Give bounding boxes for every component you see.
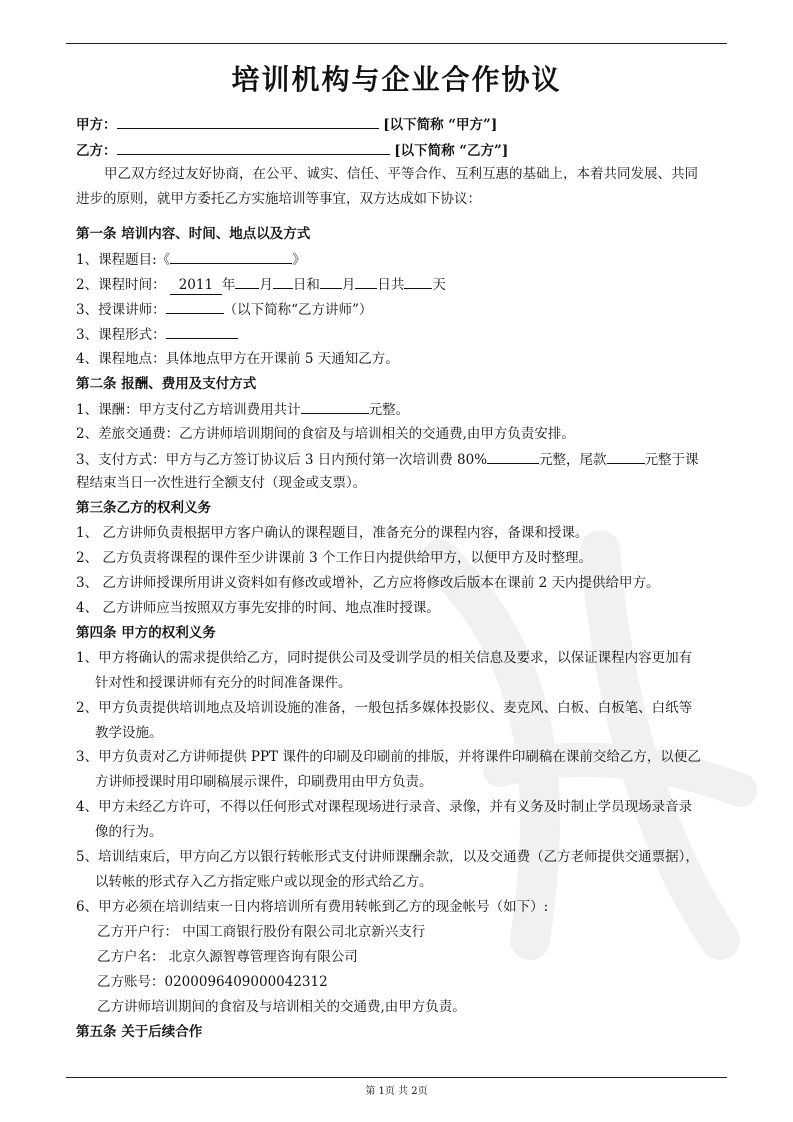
bottom-rule: [66, 1077, 727, 1078]
course-location-line: 4、课程地点：具体地点甲方在开课前 5 天通知乙方。: [76, 351, 399, 367]
art4-item-1b: 针对性和授课讲师有充分的时间准备课件。: [95, 675, 352, 691]
course-topic-label: 1、课程题目:《: [76, 252, 171, 268]
article-1-title: 第一条 培训内容、时间、地点以及方式: [76, 226, 311, 242]
art4-item-4b: 像的行为。: [95, 824, 163, 840]
account-no-value: 0200096409000042312: [164, 974, 328, 990]
party-a-label: 甲方：: [76, 117, 117, 133]
course-topic-line: [76, 250, 306, 269]
year-unit: 年: [221, 277, 236, 293]
month-unit-2: 月: [341, 277, 356, 293]
month-unit-1: 月: [259, 277, 273, 293]
day-blank-2[interactable]: [355, 275, 377, 289]
prepay-blank[interactable]: [487, 450, 539, 464]
art4-item-6: 6、甲方必须在培训结束一日内将培训所有费用转帐到乙方的现金帐号（如下）:: [76, 899, 549, 915]
account-no-label: 乙方账号：: [97, 974, 165, 990]
course-time-label: 2、课程时间：: [76, 277, 166, 293]
fee-unit: 元整。: [368, 402, 410, 418]
party-a-blank[interactable]: [117, 115, 379, 129]
instructor-label: 3、授课讲师：: [76, 302, 166, 318]
art3-item-4: 4、 乙方讲师应当按照双方事先安排的时间、地点准时授课。: [76, 600, 440, 616]
month-blank-2[interactable]: [320, 275, 342, 289]
year-value[interactable]: [170, 276, 222, 295]
prepay-unit: 元整，尾款: [539, 452, 607, 468]
art4-item-5b: 以转帐的形式存入乙方指定账户或以现金的形式给乙方。: [95, 874, 433, 890]
course-format-line: [76, 325, 238, 344]
day-unit-1: 日和: [292, 277, 320, 293]
party-a-suffix: [以下简称 “甲方”]: [383, 117, 498, 133]
day-unit-2: 日共: [377, 277, 405, 293]
course-time-line: [76, 275, 446, 295]
intro-line-2: 进步的原则，就甲方委托乙方实施培训等事宜，双方达成如下协议：: [76, 191, 481, 207]
art3-item-3: 3、 乙方讲师授课所用讲义资料如有修改或增补，乙方应将修改后版本在课前 2 天内提供给甲方。: [76, 575, 660, 591]
party-b-blank[interactable]: [117, 141, 390, 155]
instructor-blank[interactable]: [166, 300, 224, 314]
payment-line-1: [76, 450, 699, 469]
bank-label: 乙方开户行：: [97, 924, 178, 940]
fee-label: 1、课酬：甲方支付乙方培训费用共计: [76, 402, 301, 418]
payment-label: 3、支付方式：甲方与乙方签订协议后 3 日内预付第一次培训费 80%: [76, 452, 488, 468]
days-unit: 天: [432, 277, 446, 293]
course-format-label: 3、课程形式：: [76, 327, 166, 343]
fee-blank[interactable]: [301, 400, 369, 414]
fee-line: [76, 400, 409, 419]
art4-item-2b: 教学设施。: [95, 725, 163, 741]
art3-item-2: 2、 乙方负责将课程的课件至少讲课前 3 个工作日内提供给甲方，以便甲方及时整理。: [76, 550, 593, 566]
intro-line-1: 甲乙双方经过友好协商，在公平、诚实、信任、平等合作、互利互惠的基础上，本着共同发展、共同: [104, 166, 698, 182]
balance-blank[interactable]: [607, 450, 645, 464]
art4-item-1a: 1、甲方将确认的需求提供给乙方，同时提供公司及受训学员的相关信息及要求，以保证课程内容更加有: [76, 650, 693, 666]
art4-item-5a: 5、培训结束后，甲方向乙方以银行转帐形式支付讲师课酬余款，以及交通费（乙方老师提供交通票据），: [76, 849, 699, 865]
article-4-title: 第四条 甲方的权利义务: [76, 625, 216, 641]
party-b-label: 乙方：: [76, 143, 117, 159]
course-topic-close: 》: [292, 252, 306, 268]
month-blank-1[interactable]: [235, 275, 259, 289]
article-3-title: 第三条乙方的权利义务: [76, 500, 211, 516]
day-blank-1[interactable]: [273, 275, 293, 289]
course-format-blank[interactable]: [166, 325, 238, 339]
article-5-title: 第五条 关于后续合作: [76, 1024, 203, 1040]
art4-item-3a: 3、甲方负责对乙方讲师提供 PPT 课件的印刷及印刷前的排版，并将课件印刷稿在课前交给乙方，以便乙: [76, 749, 701, 765]
page-footer: 第 1页 共 2页: [365, 1086, 428, 1097]
year-text: 2011: [178, 277, 214, 293]
course-topic-blank[interactable]: [170, 250, 292, 264]
party-b-suffix: [以下简称 “乙方”]: [394, 143, 509, 159]
art3-item-1: 1、 乙方讲师负责根据甲方客户确认的课程题目，准备充分的课程内容，备课和授课。: [76, 525, 589, 541]
bank-line: [97, 923, 425, 941]
instructor-note: （以下简称“乙方讲师”）: [223, 302, 373, 318]
instructor-line: [76, 300, 372, 319]
balance-unit: 元整于课: [644, 452, 699, 468]
art4-item-2a: 2、甲方负责提供培训地点及培训设施的准备，一般包括多媒体投影仪、麦克风、白板、白板笔、白纸等: [76, 700, 693, 716]
days-blank[interactable]: [404, 275, 432, 289]
art4-note: 乙方讲师培训期间的食宿及与培训相关的交通费,由甲方负责。: [97, 999, 466, 1015]
travel-line: 2、差旅交通费：乙方讲师培训期间的食宿及与培训相关的交通费,由甲方负责安排。: [76, 426, 575, 442]
document-title: 培训机构与企业合作协议: [231, 63, 562, 96]
account-no-line: [97, 973, 328, 991]
top-rule: [66, 43, 727, 44]
article-2-title: 第二条 报酬、费用及支付方式: [76, 376, 257, 392]
party-b-line: [76, 141, 508, 160]
art4-item-3b: 方讲师授课时用印刷稿展示课件，印刷费用由甲方负责。: [95, 774, 433, 790]
payment-line-2: 程结束当日一次性进行全额支付（现金或支票）。: [76, 475, 367, 491]
art4-item-4a: 4、甲方未经乙方许可，不得以任何形式对课程现场进行录音、录像，并有义务及时制止学员现场录音录: [76, 799, 693, 815]
bank-value: 中国工商银行股份有限公司北京新兴支行: [182, 924, 426, 940]
account-name-value: 北京久源智尊管理咨询有限公司: [168, 949, 358, 965]
party-a-line: [76, 115, 497, 134]
account-name-label: 乙方户名：: [97, 949, 165, 965]
account-name-line: [97, 948, 358, 966]
